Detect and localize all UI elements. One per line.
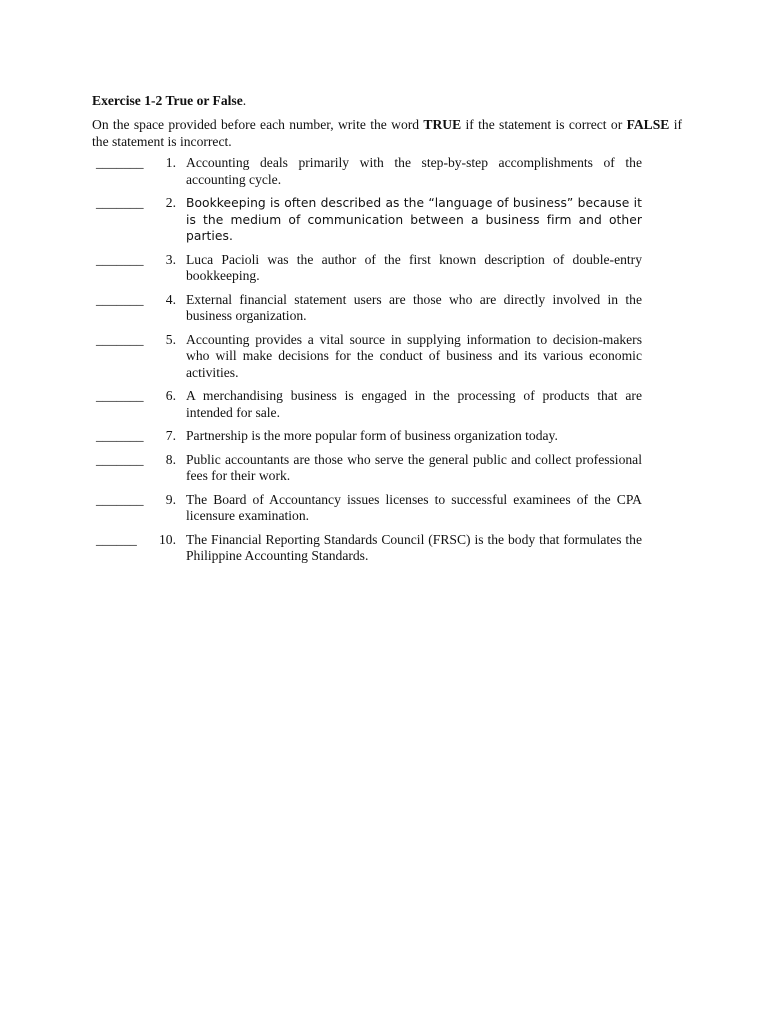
exercise-page <box>92 92 682 572</box>
exercise-title-text: Exercise 1-2 True or False <box>92 93 243 108</box>
question-item-10 <box>92 532 682 565</box>
exercise-title <box>92 92 682 110</box>
instructions-part1: On the space provided before each number, write the word <box>92 117 424 132</box>
question-number-10: 10. <box>159 531 176 547</box>
answer-blank-8[interactable]: _______ <box>96 451 144 467</box>
answer-blank-2[interactable]: _______ <box>96 195 144 210</box>
exercise-title-period: . <box>242 93 247 108</box>
answer-blank-7[interactable]: _______ <box>96 428 144 443</box>
question-text-2: Bookkeeping is often described as the “language of business” because it is the medium of communication between a business firm and other parties. <box>186 196 642 243</box>
instructions-part3: if the statement is incorrect. <box>92 117 682 149</box>
answer-blank-9[interactable]: _______ <box>96 491 144 507</box>
question-item-1 <box>92 155 682 188</box>
question-text-8: Public accountants are those who serve the general public and collect professional fees for their work. <box>186 451 642 483</box>
answer-blank-3[interactable]: _______ <box>96 251 144 267</box>
instructions <box>92 116 682 150</box>
question-number-4: 4. <box>165 291 176 307</box>
question-text-3: Luca Pacioli was the author of the first known description of double-entry bookkeeping. <box>186 251 642 283</box>
question-item-8 <box>92 452 682 485</box>
question-text-10: The Financial Reporting Standards Council (FRSC) is the body that formulates the Philippine Accounting Standards. <box>186 531 642 563</box>
answer-blank-4[interactable]: _______ <box>96 291 144 307</box>
question-text-9: The Board of Accountancy issues licenses to successful examinees of the CPA licensure examination. <box>186 491 642 523</box>
false-word: FALSE <box>626 117 670 132</box>
true-word: TRUE <box>423 117 462 132</box>
question-item-9 <box>92 492 682 525</box>
question-number-5: 5. <box>165 331 176 347</box>
question-number-1: 1. <box>165 155 176 170</box>
question-list <box>92 155 682 565</box>
answer-blank-10[interactable]: ______ <box>96 531 137 547</box>
question-number-9: 9. <box>165 491 176 507</box>
question-number-8: 8. <box>165 451 176 467</box>
question-text-5: Accounting provides a vital source in supplying information to decision-makers who will make decisions for the conduct of business and its various economic activities. <box>186 331 642 380</box>
question-text-7: Partnership is the more popular form of business organization today. <box>186 428 558 443</box>
instructions-part2: if the statement is correct or <box>461 117 627 132</box>
question-number-2: 2. <box>165 195 176 210</box>
answer-blank-1[interactable]: _______ <box>96 155 144 170</box>
question-text-4: External financial statement users are those who are directly involved in the business organization. <box>186 291 642 323</box>
question-number-6: 6. <box>165 388 176 403</box>
question-item-5 <box>92 332 682 382</box>
question-item-7 <box>92 428 682 445</box>
question-item-2 <box>92 195 682 245</box>
answer-blank-6[interactable]: _______ <box>96 388 144 403</box>
question-number-3: 3. <box>165 251 176 267</box>
question-item-6 <box>92 388 682 421</box>
question-item-4 <box>92 292 682 325</box>
question-text-1: Accounting deals primarily with the step-by-step accomplishments of the accounting cycle. <box>186 155 642 187</box>
question-item-3 <box>92 252 682 285</box>
question-text-6: A merchandising business is engaged in the processing of products that are intended for sale. <box>186 388 642 420</box>
question-number-7: 7. <box>165 428 176 443</box>
answer-blank-5[interactable]: _______ <box>96 331 144 347</box>
